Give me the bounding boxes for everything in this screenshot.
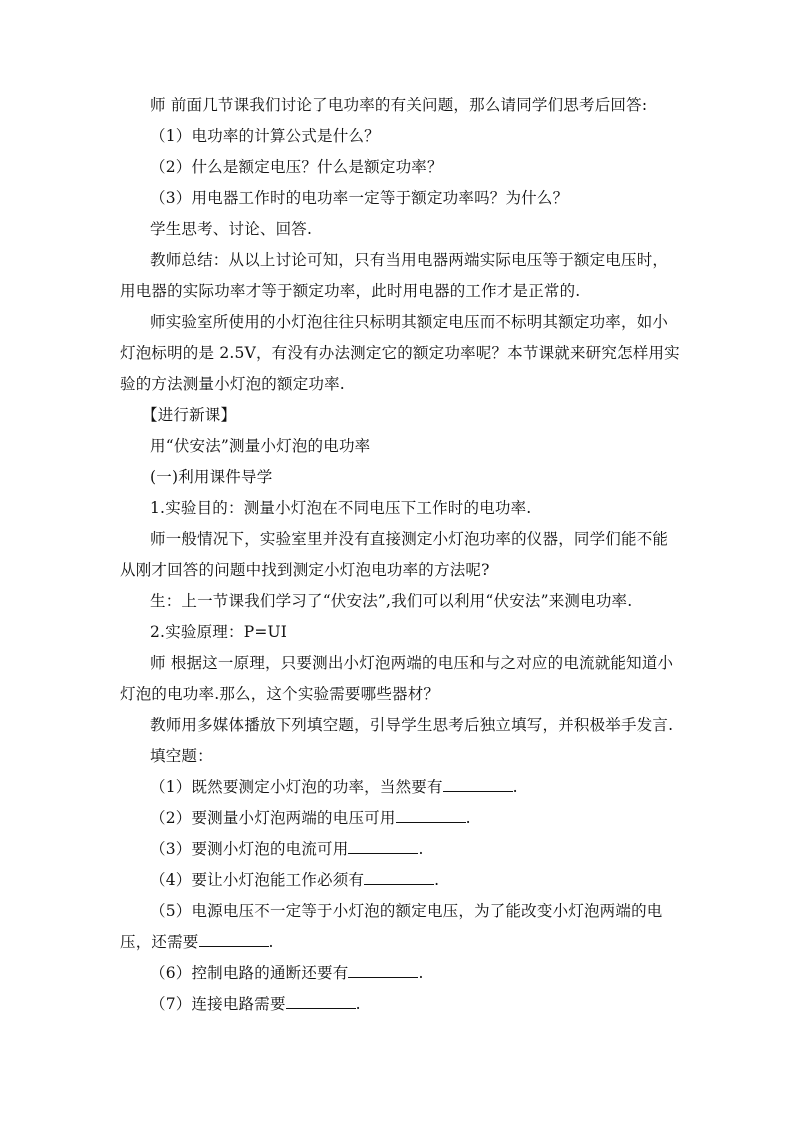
paragraph-fill-title: 填空题：	[150, 747, 213, 765]
paragraph-intro: 师 前面几节课我们讨论了电功率的有关问题，那么请同学们思考后回答:	[150, 96, 648, 114]
fill-item-7: （7）连接电路需要 .	[150, 995, 361, 1013]
paragraph-principle: 2.实验原理：P=UI	[150, 623, 288, 641]
section-heading-new-lesson: 【进行新课】	[142, 406, 237, 424]
fill-item-4: （4）要让小灯泡能工作必须有 .	[150, 871, 440, 889]
answer-blank	[286, 994, 356, 1009]
paragraph-multimedia: 教师用多媒体播放下列填空题，引导学生思考后独立填写，并积极举手发言.	[150, 716, 674, 734]
answer-blank	[364, 870, 434, 885]
document-body	[120, 90, 680, 1020]
fill-item-1: （1）既然要测定小灯泡的功率，当然要有 .	[150, 778, 518, 796]
paragraph-purpose: 1.实验目的：测量小灯泡在不同电压下工作时的电功率.	[150, 499, 532, 517]
question-2: （2）什么是额定电压？什么是额定功率？	[150, 158, 443, 176]
paragraph-students-discuss: 学生思考、讨论、回答.	[150, 220, 313, 238]
question-1: （1）电功率的计算公式是什么？	[150, 127, 380, 145]
paragraph-teacher-summary: 教师总结：从以上讨论可知，只有当用电器两端实际电压等于额定电压时，用电器的实际功率才等于额定功率，此时用电器的工作才是正常的.	[120, 251, 669, 300]
paragraph-lab-bulb: 师实验室所使用的小灯泡往往只标明其额定电压而不标明其额定功率，如小灯泡标明的是 2.5V，有没有办法测定它的额定功率呢？本节课就来研究怎样用实验的方法测量小灯泡的额定功率.	[120, 313, 680, 393]
answer-blank	[348, 839, 418, 854]
answer-blank	[443, 777, 513, 792]
fill-item-3: （3）要测小灯泡的电流可用 .	[150, 840, 424, 858]
paragraph-teacher-question: 师一般情况下，实验室里并没有直接测定小灯泡功率的仪器，同学们能不能从刚才回答的问题中找到测定小灯泡电功率的方法呢?	[120, 530, 669, 579]
fill-item-6: （6）控制电路的通断还要有 .	[150, 964, 424, 982]
fill-item-5: （5）电源电压不一定等于小灯泡的额定电压，为了能改变小灯泡两端的电压，还需要 .	[120, 902, 663, 951]
answer-blank	[396, 808, 466, 823]
answer-blank	[348, 963, 418, 978]
paragraph-equipment: 师 根据这一原理，只要测出小灯泡两端的电压和与之对应的电流就能知道小灯泡的电功率.那么，这个实验需要哪些器材？	[120, 654, 674, 703]
fill-item-2: （2）要测量小灯泡两端的电压可用 .	[150, 809, 471, 827]
answer-blank	[199, 932, 269, 947]
question-3: （3）用电器工作时的电功率一定等于额定功率吗？为什么？	[150, 189, 569, 207]
paragraph-courseware: (一)利用课件导学	[150, 468, 273, 486]
paragraph-student-answer: 生：上一节课我们学习了“伏安法”,我们可以利用“伏安法”来测电功率.	[150, 592, 633, 610]
paragraph-method-title: 用“伏安法”测量小灯泡的电功率	[150, 437, 371, 455]
